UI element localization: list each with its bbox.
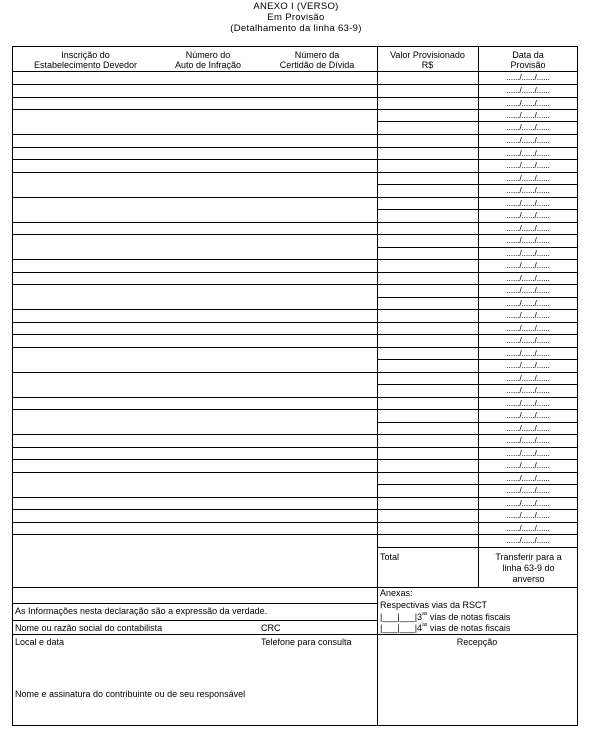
date-field[interactable]: ....../....../...... [506, 448, 550, 458]
date-field[interactable]: ....../....../...... [506, 185, 550, 195]
date-field[interactable]: ....../....../...... [506, 285, 550, 295]
via4-checkbox[interactable]: |___|___| [380, 623, 418, 633]
header-inscricao-line1: Inscrição do [61, 50, 110, 60]
anexas-label: Anexas: [380, 588, 413, 598]
date-field[interactable]: ....../....../...... [506, 148, 550, 158]
header-valor-line2: R$ [421, 60, 434, 70]
header-inscricao-line2: Estabelecimento Devedor [33, 60, 138, 70]
date-field[interactable]: ....../....../...... [506, 523, 550, 533]
vias-label: Respectivas vias da RSCT [380, 600, 488, 610]
date-field[interactable]: ....../....../...... [506, 535, 550, 545]
column-divider [377, 47, 378, 725]
date-field[interactable]: ....../....../...... [506, 198, 550, 208]
local-data-label: Local e data [15, 637, 65, 647]
header-certidao [258, 50, 376, 70]
table-row-line [377, 547, 577, 548]
date-field[interactable]: ....../....../...... [506, 235, 550, 245]
date-field[interactable]: ....../....../...... [506, 85, 550, 95]
via3-number: 3 [417, 612, 423, 622]
crc-label: CRC [261, 623, 281, 633]
transfer-note [479, 552, 578, 585]
header-auto-line2: Auto de Infração [174, 60, 242, 70]
date-field[interactable]: ....../....../...... [506, 398, 550, 408]
date-field[interactable]: ....../....../...... [506, 135, 550, 145]
header-auto-line1: Número do [185, 50, 231, 60]
total-label: Total [380, 552, 400, 562]
date-field[interactable]: ....../....../...... [506, 273, 550, 283]
date-field[interactable]: ....../....../...... [506, 460, 550, 470]
declaration-text: As Informações nesta declaração são a expressão da verdade. [15, 606, 268, 616]
transfer-note-line3: anverso [512, 574, 545, 584]
via3-text: vias de notas fiscais [427, 612, 511, 622]
date-field[interactable]: ....../....../...... [506, 335, 550, 345]
header-data-line1: Data da [512, 50, 544, 60]
date-field[interactable]: ....../....../...... [506, 160, 550, 170]
date-field[interactable]: ....../....../...... [506, 98, 550, 108]
transfer-note-line2: linha 63-9 do [502, 563, 555, 573]
footer-divider [13, 634, 377, 635]
header-inscricao [13, 50, 158, 70]
header-data-line2: Provisão [510, 60, 546, 70]
date-field[interactable]: ....../....../...... [506, 298, 550, 308]
date-field[interactable]: ....../....../...... [506, 348, 550, 358]
footer-divider [377, 634, 577, 635]
form-frame [12, 46, 578, 726]
header-certidao-line1: Número da [294, 50, 340, 60]
date-field[interactable]: ....../....../...... [506, 485, 550, 495]
date-field[interactable]: ....../....../...... [506, 323, 550, 333]
assinatura-label: Nome e assinatura do contribuinte ou de seu responsável [15, 689, 246, 699]
date-field[interactable]: ....../....../...... [506, 373, 550, 383]
date-field[interactable]: ....../....../...... [506, 510, 550, 520]
header-auto-infracao [158, 50, 258, 70]
footer-divider [13, 603, 377, 604]
footer-divider [13, 587, 577, 588]
header-data [478, 50, 578, 70]
date-field[interactable]: ....../....../...... [506, 423, 550, 433]
header-valor [377, 50, 478, 70]
date-field[interactable]: ....../....../...... [506, 173, 550, 183]
via3-checkbox[interactable]: |___|___| [380, 612, 418, 622]
date-field[interactable]: ....../....../...... [506, 223, 550, 233]
footer-divider [13, 620, 377, 621]
form-reference: (Detalhamento da linha 63-9) [230, 23, 362, 34]
header-valor-line1: Valor Provisionado [390, 50, 465, 60]
header-certidao-line2: Certidão de Dívida [279, 60, 355, 70]
date-field[interactable]: ....../....../...... [506, 210, 550, 220]
date-field[interactable]: ....../....../...... [506, 248, 550, 258]
via4-number: 4 [417, 623, 423, 633]
date-field[interactable]: ....../....../...... [506, 122, 550, 132]
date-field[interactable]: ....../....../...... [506, 260, 550, 270]
date-field[interactable]: ....../....../...... [506, 72, 550, 82]
via3-superscript: as [422, 611, 428, 617]
telefone-label: Telefone para consulta [261, 637, 352, 647]
via4-checkbox-row[interactable] [380, 623, 510, 634]
date-field[interactable]: ....../....../...... [506, 110, 550, 120]
date-field[interactable]: ....../....../...... [506, 360, 550, 370]
date-field[interactable]: ....../....../...... [506, 385, 550, 395]
contabilista-label: Nome ou razão social do contabilista [15, 623, 163, 633]
form-subtitle: Em Provisão [267, 12, 325, 23]
date-field[interactable]: ....../....../...... [506, 435, 550, 445]
via4-superscript: as [422, 622, 428, 628]
transfer-note-line1: Transferir para a [495, 552, 562, 562]
recepcao-label: Recepção [456, 637, 498, 647]
date-field[interactable]: ....../....../...... [506, 498, 550, 508]
date-field[interactable]: ....../....../...... [506, 473, 550, 483]
date-field[interactable]: ....../....../...... [506, 410, 550, 420]
via3-checkbox-row[interactable] [380, 612, 510, 623]
date-field[interactable]: ....../....../...... [506, 310, 550, 320]
via4-text: vias de notas fiscais [427, 623, 511, 633]
form-title: ANEXO I (VERSO) [253, 1, 339, 12]
